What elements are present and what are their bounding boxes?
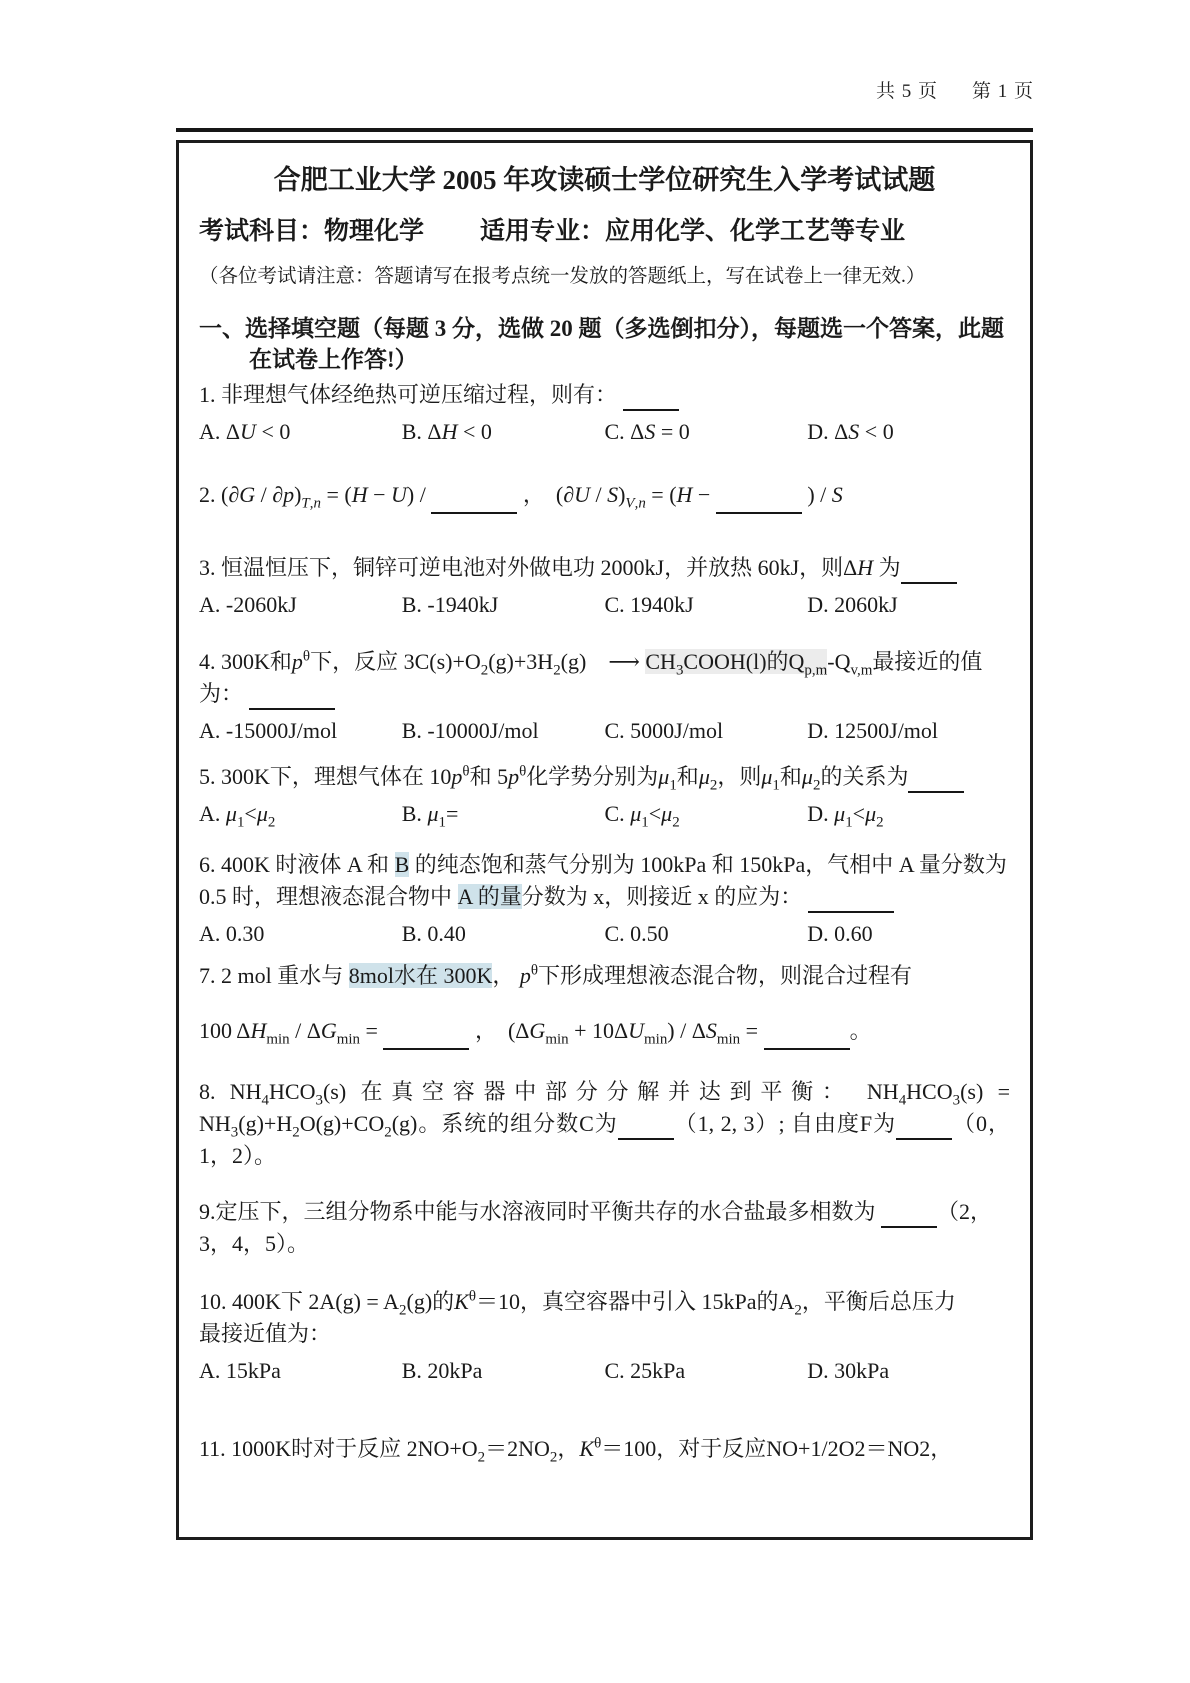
question-4-stem: 4. 300K和$p^\theta$下，反应 $3C(s)+O_2(g)+3H_2(g)$ ⟶ $CH_3COOH(l)$的$Q_{p,m}-Q_{v,m}$最接近的值 为： — [199, 646, 1010, 710]
option-c: C. 1940kJ — [604, 592, 694, 617]
option-c: C. 5000J/mol — [604, 718, 724, 743]
question-4 — [199, 646, 1010, 746]
option-d: D. 12500J/mol — [807, 718, 939, 743]
question-5-stem: 5. 300K下，理想气体在 $10p^\theta$和 $5p^\theta$化学势分别为$\mu_1$和$\mu_2$，则$\mu_1$和$\mu_2$的关系为 — [199, 761, 1010, 793]
option-a: A. 15kPa — [199, 1358, 281, 1383]
page-header — [876, 76, 1034, 103]
option-d: D. ΔS < 0 — [807, 419, 894, 444]
subject-row — [199, 215, 1010, 249]
current-page-label: 第 1 页 — [971, 81, 1034, 102]
question-9 — [199, 1196, 1010, 1260]
question-10-stem: 10. 400K下 $2A(g) = A_2(g)$的$K^\theta=10$，真空容器中引入 15kPa的$A_2$，平衡后总压力 最接近值为： — [199, 1288, 956, 1346]
question-6-options — [199, 918, 1010, 949]
question-6 — [199, 849, 1010, 949]
question-8 — [199, 1076, 1010, 1172]
option-b: B. -1940kJ — [401, 592, 499, 617]
question-2-stem: 2. $(\partial G / \partial p)_{T,n} = (H - U)$ / ， $(\partial U / S)_{V,n} = (H$ − ) / S — [199, 476, 1010, 514]
option-a: A. $\mu_1<\mu_2$ — [199, 801, 276, 831]
question-7 — [199, 960, 1010, 1050]
option-a: A. -15000J/mol — [199, 718, 338, 743]
subject-field: 考试科目：物理化学 — [199, 218, 425, 245]
total-pages-label: 共 5 页 — [875, 81, 938, 102]
question-4-options — [199, 715, 1010, 746]
option-c: C. ΔS = 0 — [604, 419, 690, 444]
option-b: B. 20kPa — [401, 1358, 483, 1383]
option-b: B. ΔH < 0 — [401, 419, 492, 444]
question-8-stem: 8. $NH_4HCO_3(s)$ 在真空容器中部分分解并达到平衡： $NH_4HCO_3(s) = NH_3(g)+H_2O(g)+CO_2(g)$。系统的组分数C为 （1, 2, 3）; 自由度F为 （0，1，2）。 — [199, 1079, 1010, 1168]
question-3 — [199, 552, 1010, 620]
question-9-stem: 9.定压下，三组分物系中能与水溶液同时平衡共存的水合盐最多相数为 （2，3，4，5）。 — [199, 1199, 993, 1256]
option-b: B. 0.40 — [401, 921, 466, 946]
question-1-options — [199, 416, 1010, 447]
option-d: D. 0.60 — [807, 921, 873, 946]
option-d: D. $\mu_1<\mu_2$ — [807, 801, 884, 831]
exam-title: 合肥工业大学 2005 年攻读硕士学位研究生入学考试试题 — [273, 165, 936, 195]
option-c: C. 25kPa — [604, 1358, 686, 1383]
question-2 — [199, 476, 1010, 514]
question-1-stem: 1. 非理想气体经绝热可逆压缩过程，则有： — [199, 379, 1010, 411]
exam-notice: （各位考试请注意：答题请写在报考点统一发放的答题纸上，写在试卷上一律无效.） — [199, 266, 926, 287]
option-a: A. -2060kJ — [199, 592, 297, 617]
option-c: C. $\mu_1<\mu_2$ — [604, 801, 680, 831]
option-d: D. 2060kJ — [807, 592, 898, 617]
question-10 — [199, 1286, 1010, 1386]
option-a: A. 0.30 — [199, 921, 265, 946]
question-7-formula: 100 $\Delta H_{min} / \Delta G_{min}$ = ， $(\Delta G_{min} + 10\Delta U_{min}) / \Delta S_{min}$ = 。 — [199, 1012, 1010, 1050]
question-5 — [199, 761, 1010, 829]
option-b: B. -10000J/mol — [401, 718, 539, 743]
question-5-options — [199, 798, 1010, 829]
question-11 — [199, 1433, 1010, 1465]
option-b: B. $\mu_1=$ — [401, 801, 459, 831]
option-c: C. 0.50 — [604, 921, 669, 946]
question-1 — [199, 379, 1010, 447]
question-11-stem: 11. 1000K时对于反应 $2NO+O_2=2NO_2$，$K^\theta=100$，对于反应NO+1/2O2＝NO2， — [199, 1435, 953, 1466]
question-3-options — [199, 589, 1010, 620]
major-field: 适用专业：应用化学、化学工艺等专业 — [480, 218, 906, 245]
option-a: A. ΔU < 0 — [199, 419, 291, 444]
question-10-options — [199, 1355, 1010, 1386]
question-3-stem: 3. 恒温恒压下，铜锌可逆电池对外做电功 2000kJ，并放热 60kJ，则ΔH 为 — [199, 552, 1010, 584]
option-d: D. 30kPa — [807, 1358, 890, 1383]
header-divider — [176, 128, 1033, 132]
exam-paper-box — [176, 140, 1033, 1540]
section-1-heading: 一、选择填空题（每题 3 分，选做 20 题（多选倒扣分），每题选一个答案，此题在试卷上作答!） — [199, 316, 1004, 372]
question-7-stem: 7. 2 mol 重水与 8mol水在 300K， $p^\theta$下形成理想液态混合物，则混合过程有 — [199, 962, 913, 988]
question-6-stem: 6. 400K 时液体 A 和 B 的纯态饱和蒸气分别为 100kPa 和 150kPa，气相中 A 量分数为 0.5 时，理想液态混合物中 A 的量分数为 x，则接近 x 的应为： — [199, 849, 1010, 913]
